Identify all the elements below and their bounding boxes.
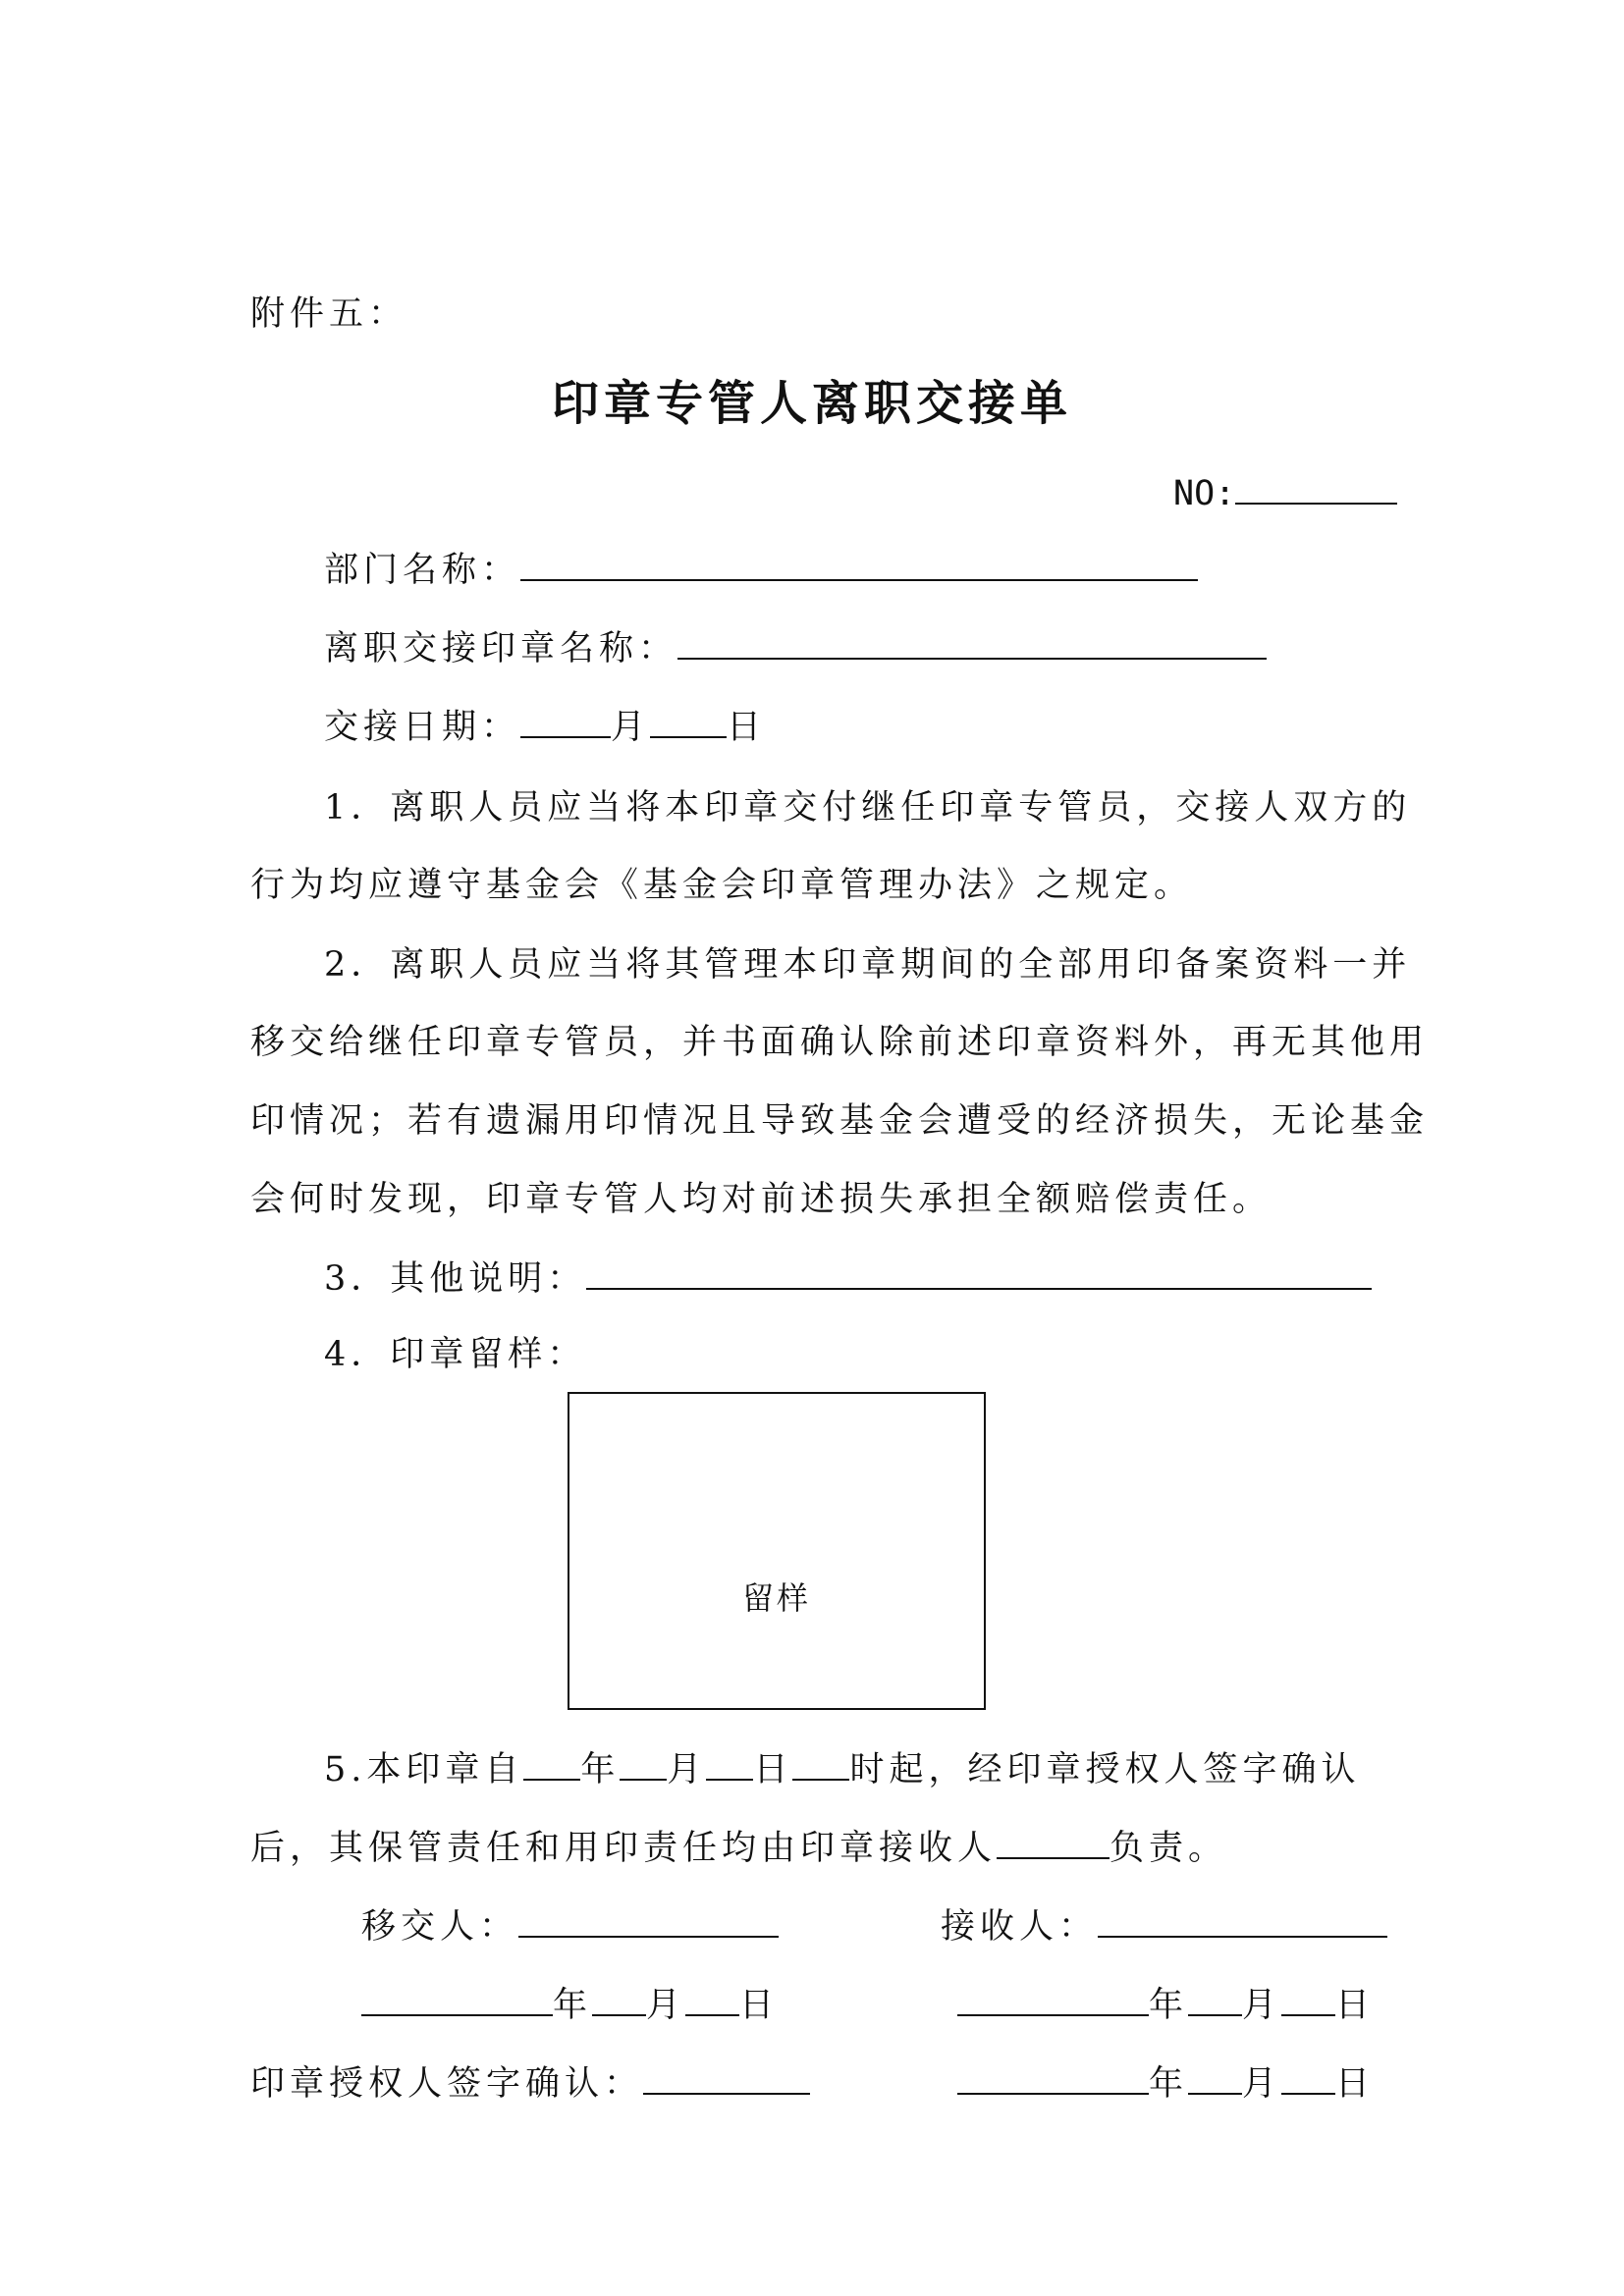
day-text: 日 xyxy=(1335,2064,1376,2104)
clause-5-year-blank[interactable] xyxy=(523,1749,580,1781)
authorizer-row xyxy=(250,2063,810,2104)
other-notes-label: 3．其他说明： xyxy=(324,1259,587,1299)
clause-5-prefix: 5.本印章自 xyxy=(324,1750,524,1789)
receiver-day-blank[interactable] xyxy=(1281,1985,1335,2016)
receiver-month-blank[interactable] xyxy=(1188,1985,1242,2016)
year-text: 年 xyxy=(1149,1986,1189,2025)
handover-date-label: 交接日期： xyxy=(324,708,521,747)
day-text: 日 xyxy=(727,708,767,747)
receiver-date-row xyxy=(957,1985,1375,2025)
seal-name-label: 离职交接印章名称： xyxy=(324,629,678,668)
authorizer-day-blank[interactable] xyxy=(1281,2063,1335,2095)
receiver-row xyxy=(941,1906,1387,1947)
transferor-label: 移交人： xyxy=(361,1907,519,1947)
stamp-sample-text: 留样 xyxy=(741,1579,811,1617)
transferor-signature-blank[interactable] xyxy=(518,1906,779,1938)
receiver-year-blank[interactable] xyxy=(957,1985,1149,2016)
clause-2-line-4: 会何时发现，印章专管人均对前述损失承担全额赔偿责任。 xyxy=(250,1180,1272,1219)
document-number xyxy=(1173,473,1397,513)
clause-5-day-blank[interactable] xyxy=(706,1749,753,1781)
clause-5-hour-blank[interactable] xyxy=(792,1749,849,1781)
transferor-day-blank[interactable] xyxy=(685,1985,739,2016)
clause-5-responsible: 负责。 xyxy=(1110,1829,1228,1868)
number-blank[interactable] xyxy=(1235,473,1397,505)
handover-month-blank[interactable] xyxy=(520,707,611,738)
clause-5-day: 日 xyxy=(753,1750,793,1789)
day-text: 日 xyxy=(739,1986,780,2025)
receiver-label: 接收人： xyxy=(941,1907,1099,1947)
authorizer-year-blank[interactable] xyxy=(957,2063,1149,2095)
department-blank[interactable] xyxy=(520,550,1198,581)
year-text: 年 xyxy=(1149,2064,1189,2104)
stamp-sample-label: 4．印章留样： xyxy=(324,1335,587,1374)
clause-5-line-2 xyxy=(250,1828,1227,1868)
authorizer-date-row xyxy=(957,2063,1375,2104)
clause-2-line-2: 移交给继任印章专管员，并书面确认除前述印章资料外，再无其他用 xyxy=(250,1023,1430,1062)
clause-5-year: 年 xyxy=(580,1750,621,1789)
clause-2-line-1: 2．离职人员应当将其管理本印章期间的全部用印备案资料一并 xyxy=(324,945,1412,985)
handover-date-row xyxy=(324,707,766,747)
year-text: 年 xyxy=(553,1986,593,2025)
seal-name-blank[interactable] xyxy=(677,628,1267,660)
department-label: 部门名称： xyxy=(324,551,521,590)
month-text: 月 xyxy=(611,708,651,747)
page-title: 印章专管人离职交接单 xyxy=(551,376,1072,431)
attachment-label: 附件五： xyxy=(250,294,408,334)
receiver-signature-blank[interactable] xyxy=(1098,1906,1387,1938)
transferor-row xyxy=(361,1906,779,1947)
clause-2-line-3: 印情况；若有遗漏用印情况且导致基金会遭受的经济损失，无论基金 xyxy=(250,1101,1430,1141)
authorizer-signature-blank[interactable] xyxy=(643,2063,810,2095)
stamp-sample-box xyxy=(568,1392,986,1710)
clause-5-month-blank[interactable] xyxy=(620,1749,667,1781)
other-notes-row xyxy=(324,1258,1372,1299)
transferor-year-blank[interactable] xyxy=(361,1985,553,2016)
transferor-month-blank[interactable] xyxy=(592,1985,646,2016)
handover-day-blank[interactable] xyxy=(650,707,727,738)
month-text: 月 xyxy=(1242,1986,1282,2025)
receiver-name-blank[interactable] xyxy=(997,1828,1110,1859)
authorizer-label: 印章授权人签字确认： xyxy=(250,2064,644,2104)
day-text: 日 xyxy=(1335,1986,1376,2025)
month-text: 月 xyxy=(1242,2064,1282,2104)
clause-5-line-1 xyxy=(324,1749,1360,1789)
month-text: 月 xyxy=(646,1986,686,2025)
clause-5-line-2-text: 后，其保管责任和用印责任均由印章接收人 xyxy=(250,1829,998,1868)
number-label: NO: xyxy=(1173,474,1236,513)
clause-1-line-2: 行为均应遵守基金会《基金会印章管理办法》之规定。 xyxy=(250,866,1194,905)
seal-name-row xyxy=(324,628,1267,668)
clause-5-time: 时起，经印章授权人签字确认 xyxy=(849,1750,1361,1789)
transferor-date-row xyxy=(361,1985,779,2025)
other-notes-blank[interactable] xyxy=(586,1258,1372,1290)
department-row xyxy=(324,550,1198,590)
authorizer-month-blank[interactable] xyxy=(1188,2063,1242,2095)
clause-5-month: 月 xyxy=(667,1750,707,1789)
clause-1-line-1: 1．离职人员应当将本印章交付继任印章专管员，交接人双方的 xyxy=(324,788,1412,828)
